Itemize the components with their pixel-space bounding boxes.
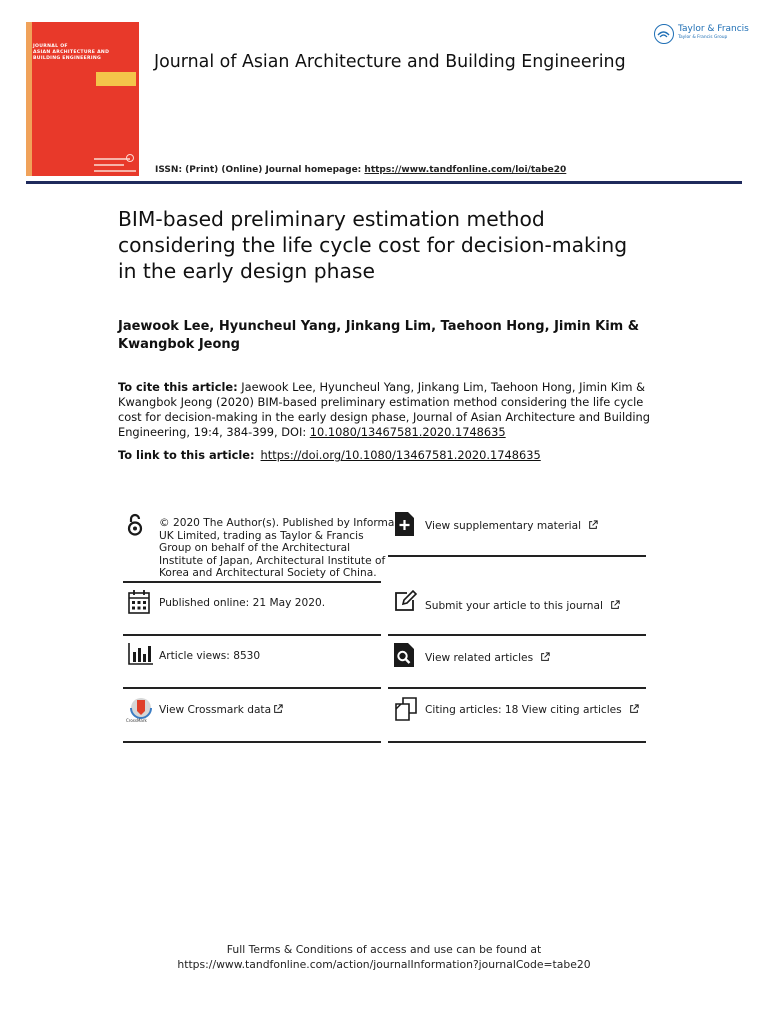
divider — [123, 741, 381, 743]
published-cell — [123, 590, 381, 634]
publisher-logo[interactable] — [654, 22, 754, 48]
journal-homepage-link[interactable]: https://www.tandfonline.com/loi/tabe20 — [364, 165, 567, 175]
article-authors: Jaewook Lee, Hyuncheul Yang, Jinkang Lim, Taehoon Hong, Jimin Kim & Kwangbok Jeong — [118, 319, 640, 352]
divider — [388, 687, 646, 689]
bar-chart-icon — [128, 643, 154, 665]
external-link-icon — [629, 704, 639, 714]
external-link-icon — [610, 600, 620, 610]
crossmark-caption: CrossMark — [126, 718, 147, 723]
open-access-icon — [126, 513, 144, 537]
header-rule — [26, 181, 742, 184]
article-title: BIM-based preliminary estimation method considering the life cycle cost for decision-making in the early design phase — [118, 207, 628, 283]
supplementary-file-icon — [394, 512, 414, 536]
crossmark-cell[interactable] — [123, 697, 381, 741]
citing-cell[interactable] — [388, 697, 646, 741]
journal-name: Journal of Asian Architecture and Building Engineering — [154, 52, 626, 72]
view-supplementary-link[interactable]: View supplementary material — [425, 520, 582, 532]
publisher-group: Taylor & Francis Group — [678, 35, 728, 40]
view-crossmark-link[interactable]: View Crossmark data — [159, 704, 272, 716]
doi-link[interactable]: 10.1080/13467581.2020.1748635 — [309, 425, 506, 439]
journal-cover-image — [26, 22, 139, 176]
publisher-logo-icon — [654, 24, 674, 44]
citing-articles-link[interactable]: Citing articles: 18 View citing articles — [425, 704, 622, 716]
submit-cell[interactable] — [388, 590, 646, 634]
divider — [388, 555, 646, 557]
divider — [388, 741, 646, 743]
external-link-icon — [588, 520, 598, 530]
cover-title: JOURNAL OF ASIAN ARCHITECTURE AND BUILDING ENGINEERING — [33, 44, 110, 61]
divider — [123, 687, 381, 689]
publisher-name: Taylor & Francis — [678, 24, 749, 34]
cover-issue-badge — [96, 72, 136, 86]
citation-block: To cite this article: Jaewook Lee, Hyuncheul Yang, Jinkang Lim, Taehoon Hong, Jimin Kim & Kwangbok Jeong (2020) BIM-based preliminary estimation method considering the life cycle cost for decision-making in the early design phase, Journal of Asian Architecture and Building Engineering, 19:4, 384-399, DOI: 10.1080/13467581.2020.1748635 — [118, 380, 650, 439]
terms-link[interactable]: https://www.tandfonline.com/action/journalInformation?journalCode=tabe20 — [177, 958, 591, 971]
cite-label: To cite this article: — [118, 380, 238, 394]
external-link-icon — [540, 652, 550, 662]
issn-line: ISSN: (Print) (Online) Journal homepage: https://www.tandfonline.com/loi/tabe20 — [155, 165, 567, 175]
view-related-articles-link[interactable]: View related articles — [425, 652, 534, 664]
divider — [123, 581, 381, 583]
link-label: To link to this article: — [118, 448, 255, 462]
footer-terms: Full Terms & Conditions of access and use can be found at https://www.tandfonline.com/action/journalInformation?journalCode=tabe20 — [0, 942, 768, 972]
article-doi-url-link[interactable]: https://doi.org/10.1080/13467581.2020.1748635 — [260, 448, 541, 462]
cover-logo-icon — [126, 154, 134, 162]
article-views: Article views: 8530 — [159, 650, 261, 662]
submit-article-link[interactable]: Submit your article to this journal — [425, 600, 603, 612]
divider — [123, 634, 381, 636]
citing-articles-icon — [394, 697, 418, 721]
supplementary-cell[interactable] — [388, 512, 646, 556]
edit-icon — [394, 590, 418, 612]
related-search-icon — [394, 643, 414, 667]
external-link-icon — [273, 704, 283, 714]
divider — [388, 634, 646, 636]
related-cell[interactable] — [388, 643, 646, 687]
article-link-line — [118, 448, 658, 463]
views-cell — [123, 643, 381, 687]
license-cell: © 2020 The Author(s). Published by Informa UK Limited, trading as Taylor & Francis Group on behalf of the Architectural Institute of Japan, Architectural Institute of Korea and Architectural Society of China. — [123, 512, 381, 582]
calendar-icon — [128, 590, 150, 614]
cover-stripe — [26, 22, 32, 176]
published-date: Published online: 21 May 2020. — [159, 597, 326, 609]
